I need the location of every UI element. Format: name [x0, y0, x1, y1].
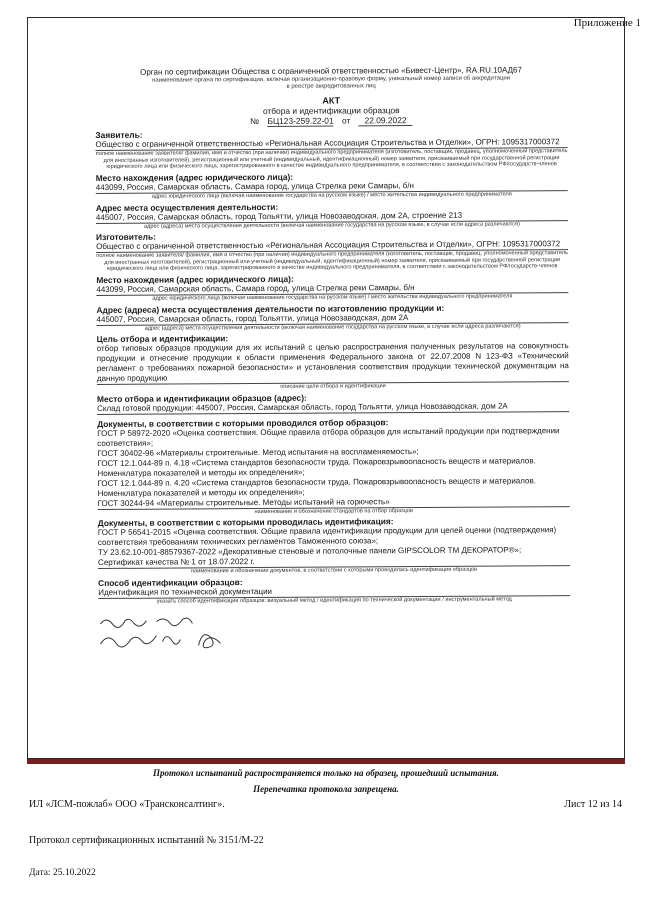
- sampling-docs-note: наименование и обозначение стандартов на отбор образцов: [254, 507, 413, 515]
- footer-rule: [27, 759, 625, 764]
- org-line: Орган по сертификации Общества с ограниченной ответственностью «Бивест-Центр», RA.RU.10АД67: [140, 65, 522, 77]
- production-address-note: адрес (адреса) места осуществления деятельности (включая наименование государства на русском языке, в случае если адреса различаются): [144, 322, 521, 332]
- production-address-value: 445007, Россия, Самарская область, город Тольятти, улица Новозаводская, дом 2А: [97, 312, 569, 326]
- identification-doc: ГОСТ Р 56541-2015 «Оценка соответствия. Общие правила идентификации продукции для целей оценки (подтверждения) соответствия требованиям технических регламентов Таможенного союза»;: [97, 525, 557, 548]
- scanned-act: [95, 65, 571, 657]
- laboratory-name: ИЛ «ЛСМ-пожлаб» ООО «Трансконсалтинг».: [29, 799, 225, 810]
- identification-doc: Сертификат качества № 1 от 18.07.2022 г.: [97, 557, 255, 568]
- manufacturer-note: полное наименование заявителя/ фамилия, имя и отчество (при наличии) индивидуального предпринимателя (изготовитель, поставщик, продавец, уполномоченный представитель для иностранных изготовителей), регистрационный или учетный (индивидуальный, идентификационный) номер заявителя, присваиваемый при государственной регистрации юридического лица или физического лица, зарегистрированного в качестве индивидуального предпринимателя, в соответствии с законодательством РФ/государств-членов: [96, 250, 569, 273]
- sampling-docs-heading: Документы, в соответствии с которыми проводился отбор образцов:: [97, 416, 389, 429]
- org-note: наименование органа по сертификации, включая организационно-правовую форму, уникальный номер записи об аккредитации в реестре аккредитованных лиц: [152, 75, 511, 90]
- purpose-value: отбор типовых образцов продукции для их испытаний с целью распространения полученных результатов на совокупность продукции и отнесение продукции к области применения Федерального закона от 22.07.2008 N 123-ФЗ «Технический регламент о требованиях пожарной безопасности» и установления соответствия продукции технической документации на данную продукцию: [96, 341, 569, 384]
- identification-docs-list: [98, 525, 570, 569]
- identification-doc: ТУ 23.62.10-001-88579367-2022 «Декоративные стеновые и потолочные панели GIPSCOLOR TM ДЕКОРАТОР®»;: [97, 545, 522, 558]
- sheet-number: Лист 12 из 14: [564, 799, 622, 810]
- identification-method-heading: Способ идентификации образцов:: [98, 577, 243, 588]
- legal-address-heading: Место нахождения (адрес юридического лица):: [95, 171, 294, 183]
- sampling-doc: ГОСТ Р 58972-2020 «Оценка соответствия. Общие правила отбора образцов для испытаний продукции при подтверждении соответствия»;: [97, 425, 560, 448]
- handwritten-signatures-icon: [98, 610, 278, 655]
- manufacturer-value: Общество с ограниченной ответственностью «Региональная Ассоциация Строительства и Отделки», ОГРН: 1095317000372: [96, 239, 568, 253]
- act-title: АКТ: [322, 95, 341, 106]
- sampling-doc: ГОСТ 30244-94 «Материалы строительные. Методы испытаний на горючесть»: [97, 496, 390, 508]
- sampling-place-heading: Место отбора и идентификации образцов (адрес):: [96, 392, 307, 404]
- sampling-doc: ГОСТ 12.1.044-89 п. 4.20 «Система стандартов безопасности труда. Пожаровзрывоопасность веществ и материалов. Номенклатура показателей и методы их определения»;: [97, 476, 536, 498]
- signatures-area: [98, 609, 570, 658]
- footer-reprint-notice: Перепечатка протокола запрещена.: [253, 784, 399, 794]
- act-date: 22.09.2022: [359, 115, 413, 126]
- applicant-value: Общество с ограниченной ответственностью «Региональная Ассоциация Строительства и Отделки», ОГРН: 1095317000372: [95, 137, 567, 151]
- identification-docs-heading: Документы, в соответствии с которыми проводилась идентификация:: [97, 516, 394, 529]
- protocol-number: Протокол сертификационных испытаний № 3151/М-22: [29, 835, 264, 846]
- manufacturer-address-value: 443099, Россия, Самарская область, Самара город, улица Стрелка реки Самары, б/н: [96, 282, 568, 296]
- identification-docs-note: наименование и обозначение документов, в соответствии с которыми проводилась идентификация образцов: [191, 566, 478, 575]
- act-number-line: [95, 114, 567, 128]
- manufacturer-address-heading: Место нахождения (адрес юридического лица):: [96, 273, 294, 285]
- act-number-label: №: [250, 116, 260, 127]
- sampling-place-value: Склад готовой продукции: 445007, Россия, Самарская область, город Тольятти, улица Новозаводская, дом 2А: [97, 401, 569, 415]
- act-subtitle: отбора и идентификации образцов: [262, 105, 400, 117]
- act-number: БЦ123-259.22-01: [267, 115, 334, 127]
- activity-address-heading: Адрес места осуществления деятельности:: [95, 201, 279, 213]
- sampling-doc: ГОСТ 12.1.044-89 п. 4.18 «Система стандартов безопасности труда. Пожаровзрывоопасность веществ и материалов. Номенклатура показателей и методы их определения»;: [97, 456, 536, 478]
- identification-method-value: Идентификация по технической документации: [98, 585, 570, 599]
- purpose-heading: Цель отбора и идентификации:: [96, 333, 229, 345]
- act-from-label: от: [341, 115, 351, 126]
- activity-address-value: 445007, Россия, Самарская область, город Тольятти, улица Новозаводская, дом 2А, строение 213: [96, 210, 568, 224]
- purpose-note: описание цели отбора и идентификации: [280, 383, 386, 390]
- legal-address-note: адрес юридического лица (включая наименование государства на русском языке) / место жительства индивидуального предпринимателя: [151, 191, 512, 200]
- activity-address-note: адрес (адреса) места осуществления деятельности (включая наименование государства на русском языке, в случае если адреса различаются): [143, 220, 520, 230]
- sampling-doc: ГОСТ 30402-96 «Материалы строительные. Метод испытания на воспламеняемость»;: [97, 446, 419, 458]
- applicant-note: полное наименование заявителя/ фамилия, имя и отчество (при наличии) индивидуального предпринимателя (изготовитель, поставщик, продавец, уполномоченный представитель для иностранных изготовителей), регистрационный или учетный (индивидуальный, идентификационный) номер заявителя, присваиваемый при государственной регистрации юридического лица или физического лица, зарегистрированного в качестве индивидуального предпринимателя, в соответствии с законодательством РФ/государств-членов: [95, 148, 568, 171]
- production-address-heading: Адрес (адреса) места осуществления деятельности по изготовлению продукции и:: [96, 302, 445, 315]
- document-date: Дата: 25.10.2022: [29, 868, 96, 878]
- legal-address-value: 443099, Россия, Самарская область, Самара город, улица Стрелка реки Самары, б/н: [96, 180, 568, 194]
- manufacturer-heading: Изготовитель:: [96, 231, 156, 243]
- applicant-heading: Заявитель:: [95, 129, 143, 141]
- footer-disclaimer: Протокол испытаний распространяется только на образец, прошедший испытания.: [153, 768, 499, 778]
- manufacturer-address-note: адрес юридического лица (включая наименование государства на русском языке) / место жительства индивидуального предпринимателя: [152, 293, 513, 302]
- sampling-docs-list: [97, 426, 569, 510]
- appendix-label: Приложение 1: [573, 17, 641, 29]
- identification-method-note: указать способ идентификации образцов: визуальный метод / идентификация по технической документации / инструментальный метод: [156, 596, 512, 605]
